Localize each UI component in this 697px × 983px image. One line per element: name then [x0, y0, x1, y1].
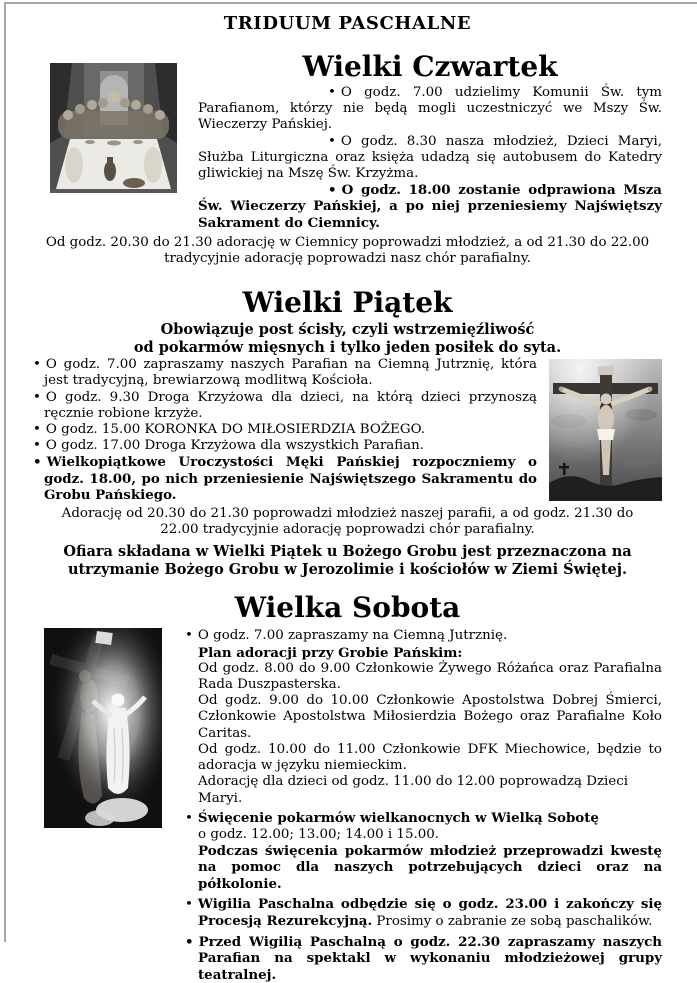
bullet-glyph: •: [328, 182, 337, 199]
saturday-vigil-item: [185, 896, 662, 930]
saturday-play-text: Przed Wigilią Paschalną o godz. 22.30 zapraszamy naszych Parafian na spektakl w wykonaniu młodzieżowej grupy teatralnej.: [198, 934, 662, 983]
saturday-image-column: [33, 628, 185, 982]
bullet-glyph: •: [33, 454, 42, 471]
bullet-glyph: •: [328, 133, 336, 149]
friday-item-4-text: O godz. 17.00 Droga Krzyżowa dla wszystkich Parafian.: [45, 438, 425, 454]
saturday-blessing-item: [185, 810, 662, 843]
saturday-blessing-title: Święcenie pokarmów wielkanocnych w Wielką Sobotę: [197, 809, 599, 826]
section-holy-thursday: [33, 51, 662, 267]
friday-item-1-text: O godz. 7.00 zapraszamy naszych Parafian na Ciemną Jutrznię, która jest tradycyjną, brewiarzową modlitwą Kościoła.: [44, 357, 537, 389]
saturday-plan-children: Adorację dla dzieci od godz. 11.00 do 12.00 poprowadzą Dzieci Maryi.: [198, 774, 628, 806]
bullet-glyph: •: [185, 896, 193, 912]
thursday-item-2-text: O godz. 8.30 nasza młodzież, Dzieci Maryi, Służba Liturgiczna oraz księża udadzą się autobusem do Katedry gliwickiej na Mszę Św. Krzyżma.: [198, 133, 662, 182]
resurrection-image: [44, 628, 162, 828]
thursday-item-1: [198, 85, 662, 134]
page-title: TRIDUUM PASCHALNE: [223, 13, 472, 34]
saturday-blessing-times: o godz. 12.00; 13.00; 14.00 i 15.00.: [198, 826, 440, 842]
saturday-plan-slot-1: Od godz. 8.00 do 9.00 Członkowie Żywego Różańca oraz Parafialna Rada Duszpasterska.: [198, 660, 662, 693]
thursday-heading: Wielki Czwartek: [302, 50, 558, 83]
saturday-heading: Wielka Sobota: [234, 591, 461, 625]
saturday-plan-slot-3: Od godz. 10.00 do 11.00 Członkowie DFK Miechowice, będzie to adoracja w języku niemieckim.: [198, 741, 662, 774]
saturday-jutrznia-text: O godz. 7.00 zapraszamy na Ciemną Jutrznię.: [197, 628, 508, 644]
saturday-jutrznia-item: [185, 628, 662, 644]
thursday-item-3-text: O godz. 18.00 zostanie odprawiona Msza Św. Wieczerzy Pańskiej, a po niej przeniesiemy Najświętszy Sakrament do Ciemnicy.: [198, 182, 662, 231]
thursday-item-1-text: O godz. 7.00 udzielimy Komunii Św. tym Parafianom, którzy nie będą mogli uczestniczyć we Mszy Św. Wieczerzy Pańskiej.: [198, 85, 662, 133]
section-holy-saturday: [33, 592, 662, 982]
crucifixion-image: [549, 359, 662, 501]
last-supper-image: [50, 63, 177, 193]
bullet-glyph: •: [185, 628, 193, 644]
thursday-item-2: [198, 134, 662, 183]
friday-item-5-text: Wielkopiątkowe Uroczystości Męki Pańskiej rozpoczniemy o godz. 18.00, po nich przeniesienie Najświętszego Sakramentu do Grobu Pańskiego.: [44, 454, 537, 503]
bullet-glyph: •: [328, 85, 336, 100]
friday-adoration-note: Adorację od 20.30 do 21.30 poprowadzi młodzież naszej parafii, a od godz. 21.30 do 22.00 tradycyjnie adorację poprowadzi chór parafialny.: [61, 506, 634, 538]
thursday-adoration-note: Od godz. 20.30 do 21.30 adorację w Ciemnicy poprowadzi młodzież, a od 21.30 do 22.00 tradycyjnie adorację poprowadzi nasz chór parafialny.: [45, 234, 650, 267]
saturday-text-block: [185, 628, 662, 982]
saturday-vigil-bold-text: Wigilia Paschalna odbędzie się o godz. 23.00 i zakończy się Procesją Rezurekcyjną.: [197, 895, 662, 929]
saturday-vigil-regular-text: Prosimy o zabranie ze sobą paschalików.: [372, 913, 653, 929]
friday-heading: Wielki Piątek: [242, 286, 453, 320]
saturday-play-item: [185, 934, 662, 983]
bullet-glyph: •: [185, 810, 193, 826]
bullet-glyph: •: [33, 389, 41, 405]
bullet-glyph: •: [33, 438, 41, 454]
friday-fast-note-line2: od pokarmów mięsnych i tylko jeden posiłek do syta.: [133, 339, 562, 357]
saturday-plan-heading: Plan adoracji przy Grobie Pańskim:: [198, 644, 463, 661]
friday-offering-note: Ofiara składana w Wielki Piątek u Bożego Grobu jest przeznaczona na utrzymanie Bożego Grobu w Jerozolimie i kościołów w Ziemi Świętej.: [63, 543, 632, 579]
bullet-glyph: •: [33, 357, 41, 373]
section-good-friday: [33, 287, 662, 579]
saturday-collection-note: Podczas święcenia pokarmów młodzież przeprowadzi kwestę na pomoc dla naszych potrzebujących dzieci oraz na półkolonie.: [198, 843, 662, 892]
friday-item-2-text: O godz. 9.30 Droga Krzyżowa dla dzieci, na którą dzieci przynoszą ręcznie robione krzyże.: [44, 389, 537, 421]
thursday-text-block: [198, 51, 662, 231]
bullet-glyph: •: [33, 422, 41, 438]
saturday-plan-slot-2: Od godz. 9.00 do 10.00 Członkowie Apostolstwa Dobrej Śmierci, Członkowie Apostolstwa Miłosierdzia Bożego oraz Parafialne Koło Caritas.: [198, 693, 662, 741]
friday-fast-note-line1: Obowiązuje post ścisły, czyli wstrzemięźliwość: [160, 321, 535, 339]
page-content: [33, 13, 662, 983]
friday-item-3-text: O godz. 15.00 KORONKA DO MIŁOSIERDZIA BOŻEGO.: [45, 422, 426, 438]
bullet-glyph: •: [185, 934, 194, 951]
thursday-item-3: [198, 182, 662, 231]
saturday-body: [33, 628, 662, 982]
